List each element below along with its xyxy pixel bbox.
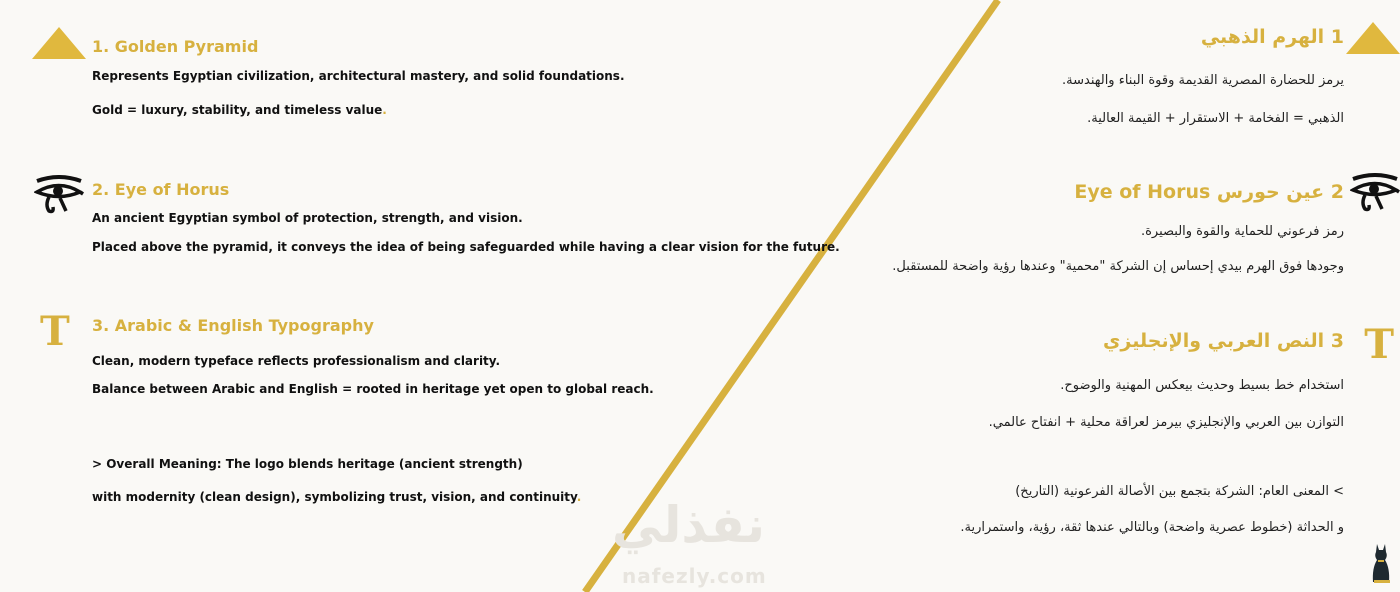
cat-statue-icon bbox=[1370, 542, 1392, 584]
section-title-golden-pyramid-ar: 1 الهرم الذهبي bbox=[1200, 26, 1344, 48]
section-text: Placed above the pyramid, it conveys the idea of being safeguarded while having a clear vision for the future. bbox=[92, 240, 840, 254]
overall-meaning-line: with modernity (clean design), symbolizing trust, vision, and continuity bbox=[92, 490, 577, 504]
watermark-latin: nafezly.com bbox=[622, 564, 767, 588]
letter-t-icon: T bbox=[40, 308, 70, 355]
section-text: An ancient Egyptian symbol of protection, strength, and vision. bbox=[92, 211, 523, 225]
section-text: Clean, modern typeface reflects professionalism and clarity. bbox=[92, 354, 501, 368]
section-title-eye-of-horus-ar: 2 عين حورس Eye of Horus bbox=[1074, 181, 1344, 203]
section-title-typography: 3. Arabic & English Typography bbox=[92, 316, 374, 335]
section-text-ar: وجودها فوق الهرم بيدي إحساس إن الشركة "محمية" وعندها رؤية واضحة للمستقبل. bbox=[892, 259, 1344, 274]
arabic-column bbox=[800, 0, 1400, 592]
section-text-ar: الذهبي = الفخامة + الاستقرار + القيمة العالية. bbox=[1087, 111, 1344, 126]
accent-dot: . bbox=[382, 103, 387, 117]
section-title-typography-ar: 3 النص العربي والإنجليزي bbox=[1103, 330, 1344, 352]
pyramid-icon bbox=[1346, 22, 1400, 54]
overall-meaning-line-ar: و الحداثة (خطوط عصرية واضحة) وبالتالي عندها ثقة، رؤية، واستمرارية. bbox=[960, 520, 1344, 535]
eye-of-horus-icon bbox=[34, 175, 84, 215]
section-text-ar: يرمز للحضارة المصرية القديمة وقوة البناء والهندسة. bbox=[1062, 73, 1344, 88]
letter-t-icon: T bbox=[1364, 321, 1394, 368]
pyramid-icon bbox=[32, 27, 86, 59]
overall-meaning-line-with-dot bbox=[92, 490, 581, 504]
eye-of-horus-icon bbox=[1350, 173, 1400, 213]
overall-meaning-line: > Overall Meaning: The logo blends heritage (ancient strength) bbox=[92, 457, 523, 471]
section-text-ar: رمز فرعوني للحماية والقوة والبصيرة. bbox=[1140, 224, 1344, 239]
section-text-ar: التوازن بين العربي والإنجليزي بيرمز لعراقة محلية + انفتاح عالمي. bbox=[988, 415, 1344, 430]
section-text: Gold = luxury, stability, and timeless value bbox=[92, 103, 383, 117]
accent-dot: . bbox=[576, 490, 582, 504]
watermark-arabic: نفذلي bbox=[612, 496, 766, 554]
section-title-eye-of-horus: 2. Eye of Horus bbox=[92, 180, 230, 199]
section-title-golden-pyramid: 1. Golden Pyramid bbox=[92, 37, 259, 56]
section-text-ar: استخدام خط بسيط وحديث بيعكس المهنية والوضوح. bbox=[1060, 378, 1344, 393]
overall-meaning-line-ar: > المعنى العام: الشركة بتجمع بين الأصالة الفرعونية (التاريخ) bbox=[1015, 484, 1344, 499]
section-text: Represents Egyptian civilization, architectural mastery, and solid foundations. bbox=[92, 69, 625, 83]
section-text: Balance between Arabic and English = rooted in heritage yet open to global reach. bbox=[92, 382, 654, 396]
section-text-with-dot bbox=[92, 103, 387, 117]
